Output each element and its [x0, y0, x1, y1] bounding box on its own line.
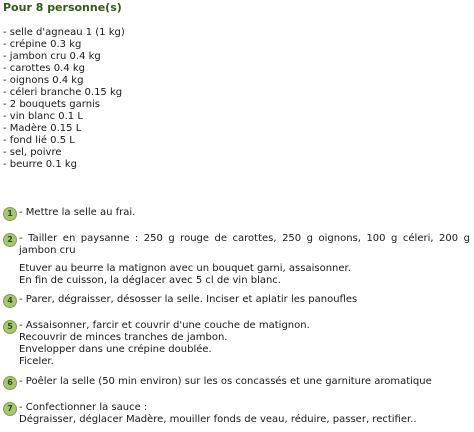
step-text: - Mettre la selle au frai. — [19, 207, 136, 218]
step-text: - Assaisonner, farcir et couvrir d'une couche de matignon. Recouvrir de minces tranches de jambon. Envelopper dans une crépine doublée. Ficeler. — [19, 320, 310, 367]
ingredient-item: - jambon cru 0.4 kg — [3, 51, 101, 62]
step-text: - Tailler en paysanne : 250 g rouge de carottes, 250 g oignons, 100 g céleri, 200 g jambon cru — [19, 233, 470, 256]
ingredient-item: - sel, poivre — [3, 147, 62, 158]
ingredient-list — [3, 27, 125, 171]
step-number-badge: 6 — [3, 376, 17, 390]
step-number-badge: 7 — [3, 402, 17, 416]
ingredient-item: - fond lié 0.5 L — [3, 135, 75, 146]
ingredient-item: - selle d'agneau 1 (1 kg) — [3, 27, 125, 38]
ingredient-item: - 2 bouquets garnis — [3, 99, 101, 110]
step-text: - Confectionner la sauce : Dégraisser, déglacer Madère, mouiller fonds de veau, réduire, passer, rectifier.. — [19, 402, 417, 425]
step-number-badge: 1 — [3, 207, 17, 221]
step-number-badge: 4 — [3, 294, 17, 308]
ingredient-item: - beurre 0.1 kg — [3, 159, 78, 170]
ingredient-item: - céleri branche 0.15 kg — [3, 87, 123, 98]
ingredient-item: - Madère 0.15 L — [3, 123, 82, 134]
step-text: - Poêler la selle (50 min environ) sur les os concassés et une garniture aromatique — [19, 376, 432, 387]
ingredient-item: - carottes 0.4 kg — [3, 63, 86, 74]
step-text: Etuver au beurre la matignon avec un bouquet garni, assaisonner. En fin de cuisson, la déglacer avec 5 cl de vin blanc. — [19, 263, 351, 286]
ingredient-item: - oignons 0.4 kg — [3, 75, 84, 86]
ingredient-item: - vin blanc 0.1 L — [3, 111, 83, 122]
step-number-badge: 2 — [3, 233, 17, 247]
step-text: - Parer, dégraisser, désosser la selle. Inciser et aplatir les panoufles — [19, 294, 358, 305]
servings-title: Pour 8 personne(s) — [3, 1, 122, 14]
step-number-badge: 5 — [3, 320, 17, 334]
ingredient-item: - crépine 0.3 kg — [3, 39, 82, 50]
